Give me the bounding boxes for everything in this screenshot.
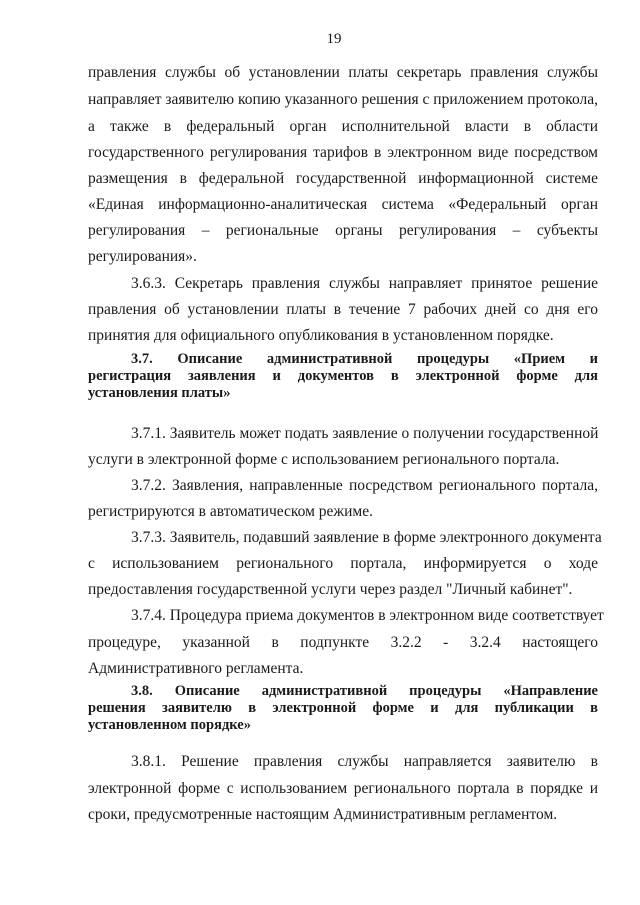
text-line: а также в федеральный орган исполнительной власти в области bbox=[88, 118, 598, 135]
text-line: 3.7.3. Заявитель, подавший заявление в форме электронного документа bbox=[131, 529, 602, 546]
text-line: регулирования – региональные органы регулирования – субъекты bbox=[88, 222, 598, 239]
text-line: 3.7.1. Заявитель может подать заявление о получении государственной bbox=[131, 425, 599, 442]
text-line: государственного регулирования тарифов в электронном виде посредством bbox=[88, 144, 598, 161]
section-heading: установленном порядке» bbox=[88, 717, 251, 733]
section-heading: регистрация заявления и документов в электронной форме для bbox=[88, 368, 598, 384]
text-line: предоставления государственной услуги через раздел "Личный кабинет". bbox=[88, 581, 573, 598]
text-line: услуги в электронной форме с использованием регионального портала. bbox=[88, 451, 560, 468]
text-line: процедуре, указанной в подпункте 3.2.2 - 3.2.4 настоящего bbox=[88, 634, 598, 651]
text-line: направляет заявителю копию указанного решения с приложением протокола, bbox=[88, 91, 598, 108]
section-heading: 3.7. Описание административной процедуры «Прием и bbox=[131, 351, 598, 367]
text-line: 3.7.4. Процедура приема документов в электронном виде соответствует bbox=[131, 607, 604, 624]
text-line: Административного регламента. bbox=[88, 660, 304, 677]
text-line: регистрируются в автоматическом режиме. bbox=[88, 503, 373, 520]
text-line: размещения в федеральной государственной информационной системе bbox=[88, 170, 598, 187]
section-heading: установления платы» bbox=[88, 385, 231, 401]
text-line: «Единая информационно-аналитическая система «Федеральный орган bbox=[88, 196, 598, 213]
section-heading: 3.8. Описание административной процедуры «Направление bbox=[131, 683, 598, 699]
text-line: принятия для официального опубликования в установленном порядке. bbox=[88, 327, 554, 344]
text-line: 3.6.3. Секретарь правления службы направляет принятое решение bbox=[131, 275, 598, 292]
section-heading: решения заявителю в электронной форме и для публикации в bbox=[88, 700, 598, 716]
text-line: правления об установлении платы в течение 7 рабочих дней со дня его bbox=[88, 301, 598, 318]
text-line: сроки, предусмотренные настоящим Административным регламентом. bbox=[88, 806, 558, 823]
text-line: электронной форме с использованием регионального портала в порядке и bbox=[88, 780, 598, 797]
text-line: 3.7.2. Заявления, направленные посредством регионального портала, bbox=[131, 477, 598, 494]
text-line: правления службы об установлении платы секретарь правления службы bbox=[88, 64, 598, 81]
text-line: с использованием регионального портала, информируется о ходе bbox=[88, 555, 598, 572]
text-line: регулирования». bbox=[88, 248, 197, 265]
page-number: 19 bbox=[326, 31, 342, 47]
text-line: 3.8.1. Решение правления службы направляется заявителю в bbox=[131, 753, 598, 770]
